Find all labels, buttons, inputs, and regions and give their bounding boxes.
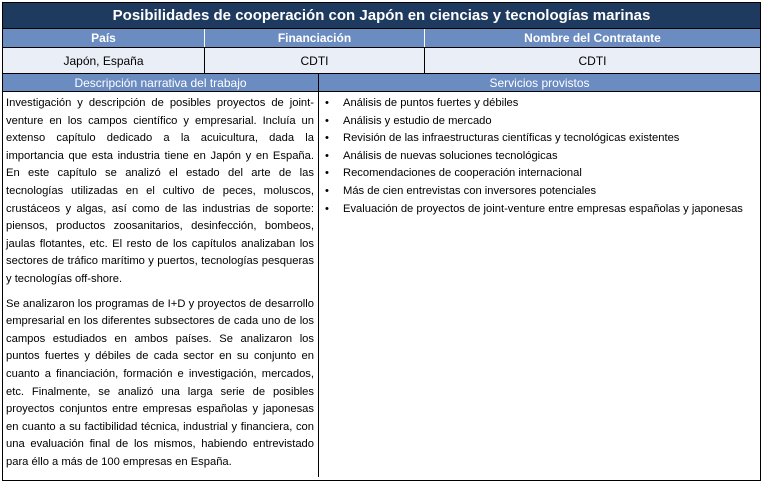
content-row — [3, 92, 760, 477]
contractor-value: CDTI — [425, 48, 760, 73]
bullet-icon: • — [325, 114, 329, 127]
bullet-icon: • — [325, 132, 329, 145]
service-item-label: Evaluación de proyectos de joint-venture entre empresas españolas y japonesas — [343, 202, 743, 215]
bullet-icon: • — [325, 97, 329, 109]
service-item-label: Análisis de nuevas soluciones tecnológicas — [343, 149, 558, 162]
service-item-label: Revisión de las infraestructuras científicas y tecnológicas existentes — [343, 132, 680, 145]
service-item-label: Análisis y estudio de mercado — [343, 114, 492, 127]
bullet-icon: • — [325, 202, 329, 215]
project-sheet — [2, 2, 761, 481]
country-header: País — [3, 29, 205, 47]
service-item — [325, 183, 752, 201]
services-list-panel — [319, 92, 760, 477]
services-list — [325, 95, 752, 218]
service-item — [325, 95, 752, 113]
bullet-icon: • — [325, 167, 329, 180]
service-item-label: Análisis de puntos fuertes y débiles — [343, 97, 519, 109]
service-item — [325, 201, 752, 219]
service-item — [325, 113, 752, 131]
services-header: Servicios provistos — [319, 74, 760, 91]
narrative-paragraph: Se analizaron los programas de I+D y proyectos de desarrollo empresarial en los diferentes subsectores de cada uno de los campos estudiados en ambos países. Se analizaron los puntos fuertes y débiles de cada sector en su conjunto en cuanto a financiación, formación e investigación, mercados, etc. Finalmente, se analizó una larga serie de posibles proyectos conjuntos entre empresas españolas y japonesas en cuanto a su factibilidad técnica, industrial y financiera, con una evaluación final de los mismos, habiendo entrevistado para éllo a más de 100 empresas en España. — [6, 297, 314, 468]
info-value-row — [3, 48, 760, 74]
page-title: Posibilidades de cooperación con Japón en ciencias y tecnologías marinas — [3, 3, 760, 29]
service-item — [325, 130, 752, 148]
info-header-row — [3, 29, 760, 48]
bullet-icon: • — [325, 149, 329, 162]
narrative-paragraph: Investigación y descripción de posibles proyectos de joint-venture en los campos científico y empresarial. Incluía un extenso capítulo dedicado a la acuicultura, dada la importancia que esta industria tiene en Japón y en España. En este capítulo se analizó el estado del arte de las tecnologías utilizadas en el cultivo de peces, moluscos, crustáceos y algas, así como de las industrias de soporte: piensos, productos zoosanitarios, desinfección, bombeos, jaulas flotantes, etc. El resto de los capítulos analizaban los sectores de tráfico marítimo y puertos, tecnologías pesqueras y tecnologías off-shore. — [6, 97, 314, 285]
service-item-label: Recomendaciones de cooperación internacional — [343, 167, 582, 180]
funding-header: Financiación — [205, 29, 425, 47]
description-header: Descripción narrativa del trabajo — [3, 74, 319, 91]
service-item-label: Más de cien entrevistas con inversores potenciales — [343, 184, 597, 197]
funding-value: CDTI — [205, 48, 425, 73]
contractor-header: Nombre del Contratante — [425, 29, 760, 47]
country-value: Japón, España — [3, 48, 205, 73]
service-item — [325, 148, 752, 166]
bullet-icon: • — [325, 184, 329, 197]
narrative-description — [3, 92, 319, 477]
service-item — [325, 165, 752, 183]
section-header-row — [3, 74, 760, 92]
